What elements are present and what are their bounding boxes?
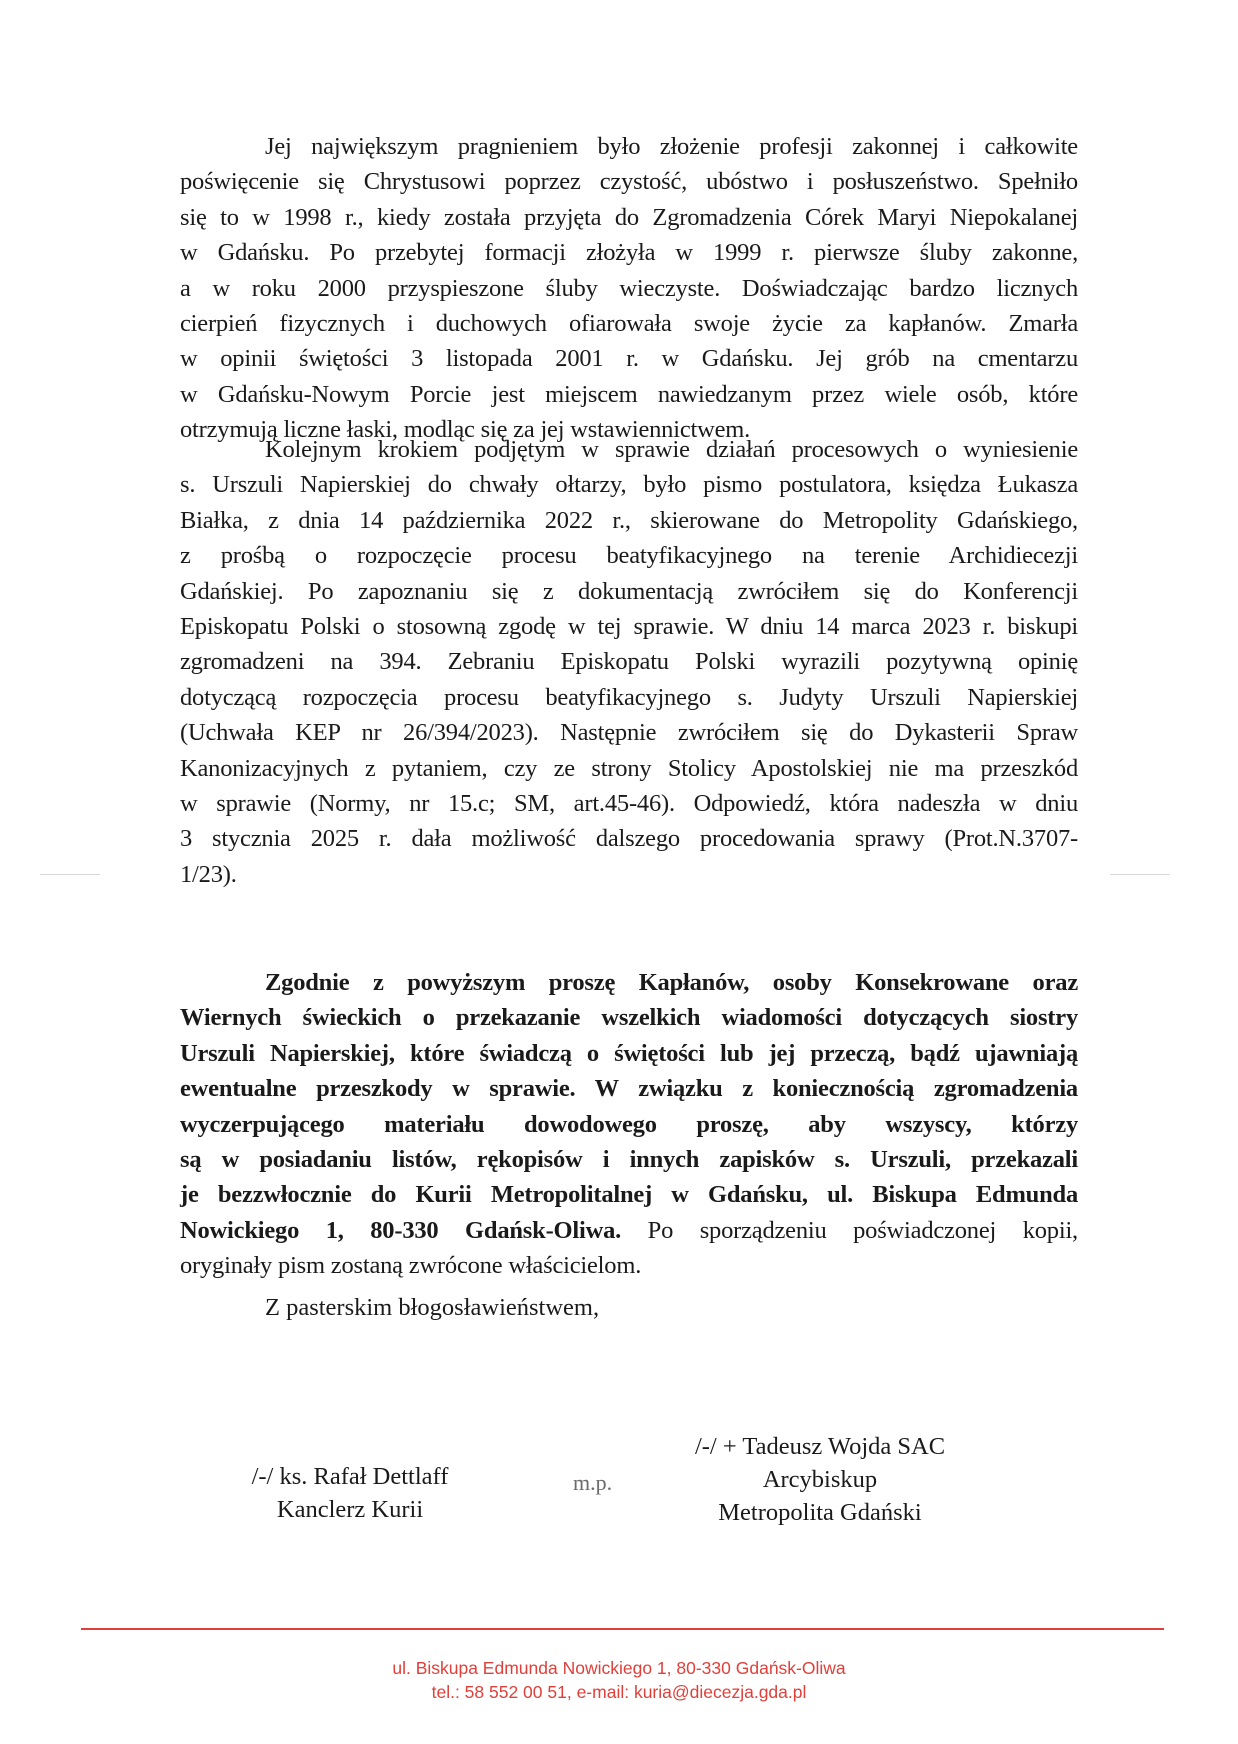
text-line: Urszuli Napierskiej, które świadczą o świętości lub jej przeczą, bądź ujawniają [180, 1039, 1078, 1067]
scan-artifact-right [1110, 874, 1170, 875]
text-line: się to w 1998 r., kiedy została przyjęta do Zgromadzenia Córek Maryi Niepokalanej [180, 203, 1078, 231]
text-line: oryginały pism zostaną zwrócone właścicielom. [180, 1252, 642, 1280]
closing-salutation: Z pasterskim błogosławieństwem, [265, 1294, 600, 1321]
paragraph-1 [180, 129, 1078, 448]
footer-address: ul. Biskupa Edmunda Nowickiego 1, 80-330 Gdańsk-Oliwa [392, 1658, 846, 1678]
text-line: zgromadzeni na 394. Zebraniu Episkopatu Polski wyrazili pozytywną opinię [180, 648, 1078, 676]
address-bold: Nowickiego 1, 80-330 Gdańsk-Oliwa. [180, 1216, 622, 1244]
text-line: a w roku 2000 przyspieszone śluby wieczyste. Doświadczając bardzo licznych [180, 274, 1078, 302]
text-line: poświęcenie się Chrystusowi poprzez czystość, ubóstwo i posłuszeństwo. Spełniło [180, 168, 1078, 196]
signatory-title: Arcybiskup [762, 1466, 878, 1493]
text-line: Kanonizacyjnych z pytaniem, czy ze strony Stolicy Apostolskiej nie ma przeszkód [180, 754, 1078, 782]
text-line: je bezzwłocznie do Kurii Metropolitalnej w Gdańsku, ul. Biskupa Edmunda [180, 1181, 1078, 1209]
text-line: Jej największym pragnieniem było złożenie profesji zakonnej i całkowite [265, 133, 1078, 160]
letterhead-footer [0, 1656, 1238, 1704]
text-line: 1/23). [180, 860, 237, 888]
text-line-mixed [180, 1213, 1078, 1248]
text-line: 3 stycznia 2025 r. dała możliwość dalszego procedowania sprawy (Prot.N.3707- [180, 825, 1078, 853]
signatory-name: /-/ ks. Rafał Dettlaff [251, 1463, 449, 1490]
text-line: z prośbą o rozpoczęcie procesu beatyfikacyjnego na terenie Archidiecezji [180, 542, 1078, 570]
footer-divider [81, 1628, 1164, 1630]
text-line: Episkopatu Polski o stosowną zgodę w tej sprawie. W dniu 14 marca 2023 r. biskupi [180, 613, 1078, 641]
text-line: Białka, z dnia 14 października 2022 r., skierowane do Metropolity Gdańskiego, [180, 506, 1078, 534]
signature-archbishop [660, 1430, 980, 1529]
copy-note: Po sporządzeniu poświadczonej kopii, [621, 1216, 1078, 1244]
text-line: s. Urszuli Napierskiej do chwały ołtarzy, było pismo postulatora, księdza Łukasza [180, 471, 1078, 499]
signatory-title: Kanclerz Kurii [276, 1496, 424, 1523]
text-line: w sprawie (Normy, nr 15.c; SM, art.45-46). Odpowiedź, która nadeszła w dniu [180, 790, 1078, 818]
paragraph-3-appeal [180, 965, 1078, 1284]
text-line: w Gdańsku-Nowym Porcie jest miejscem nawiedzanym przez wiele osób, które [180, 380, 1078, 408]
signatory-subtitle: Metropolita Gdański [718, 1499, 922, 1526]
text-line: cierpień fizycznych i duchowych ofiarowała swoje życie za kapłanów. Zmarła [180, 310, 1078, 338]
scan-artifact-left [40, 874, 100, 875]
text-line: są w posiadaniu listów, rękopisów i innych zapisków s. Urszuli, przekazali [180, 1146, 1078, 1174]
seal-mark: m.p. [573, 1470, 613, 1495]
text-line: Wiernych świeckich o przekazanie wszelkich wiadomości dotyczących siostry [180, 1004, 1078, 1032]
text-line: Zgodnie z powyższym proszę Kapłanów, osoby Konsekrowane oraz [265, 969, 1078, 996]
signature-chancellor [230, 1460, 470, 1526]
text-line: dotyczącą rozpoczęcia procesu beatyfikacyjnego s. Judyty Urszuli Napierskiej [180, 683, 1078, 711]
text-line: w Gdańsku. Po przebytej formacji złożyła w 1999 r. pierwsze śluby zakonne, [180, 239, 1078, 267]
text-line: ewentualne przeszkody w sprawie. W związku z koniecznością zgromadzenia [180, 1075, 1078, 1103]
text-line: (Uchwała KEP nr 26/394/2023). Następnie zwróciłem się do Dykasterii Spraw [180, 719, 1078, 747]
signatory-name: /-/ + Tadeusz Wojda SAC [694, 1433, 946, 1460]
text-line: wyczerpującego materiału dowodowego proszę, aby wszyscy, którzy [180, 1110, 1078, 1138]
footer-contact: tel.: 58 552 00 51, e-mail: kuria@diecezja.gda.pl [431, 1682, 807, 1702]
text-line: Gdańskiej. Po zapoznaniu się z dokumentacją zwróciłem się do Konferencji [180, 577, 1078, 605]
text-line: Kolejnym krokiem podjętym w sprawie działań procesowych o wyniesienie [265, 436, 1078, 463]
text-line: otrzymują liczne łaski, modląc się za jej wstawiennictwem. [180, 416, 751, 444]
text-line: w opinii świętości 3 listopada 2001 r. w Gdańsku. Jej grób na cmentarzu [180, 345, 1078, 373]
paragraph-2 [180, 432, 1078, 892]
